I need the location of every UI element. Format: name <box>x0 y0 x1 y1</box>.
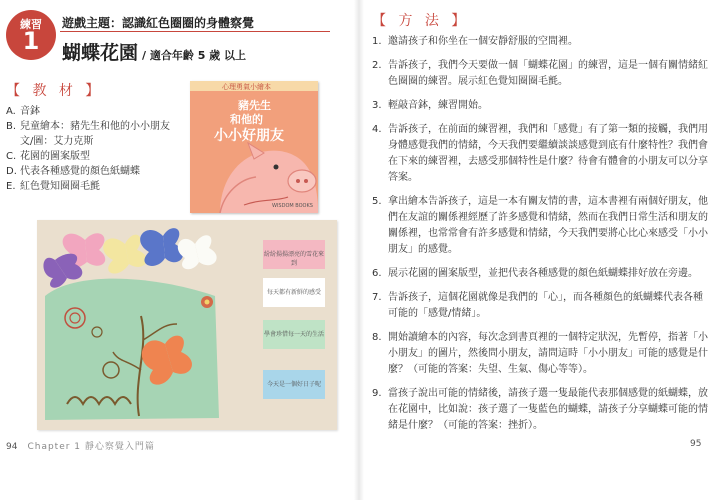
feeling-card <box>263 320 325 349</box>
feeling-card <box>263 278 325 307</box>
item-letter: C. <box>6 151 17 162</box>
card-text: 紛紛揚揚漂亮的雪花來到 <box>263 251 324 267</box>
materials-item <box>6 149 184 164</box>
step-text: 拿出繪本告訴孩子，這是一本有關友情的書，這本書裡有兩個好朋友，他們在友誼的關係裡經歷了許多感覺和情緒，然而在我們日常生活和朋友的關係裡，也常常會有許多感覺和情緒，今天我們要將心比心來感受「小小朋友」的感覺。 <box>388 196 708 255</box>
item-text: 花園的圖案版型 <box>20 151 90 162</box>
materials-item <box>6 164 184 179</box>
feeling-card <box>263 240 325 269</box>
book-title-line: 豬先生 <box>238 99 271 112</box>
method-step <box>372 266 708 282</box>
butterfly-yellow <box>103 235 146 274</box>
step-number: 5. <box>372 196 382 207</box>
materials-item <box>6 119 184 149</box>
step-number: 4. <box>372 124 382 135</box>
card-text: 學會珍惜每一天的生活 <box>263 331 324 338</box>
method-step <box>372 194 708 258</box>
method-step <box>372 58 708 90</box>
exercise-badge <box>6 10 56 60</box>
item-letter: B. <box>6 121 17 132</box>
step-number: 9. <box>372 388 382 399</box>
card-text: 今天是一個好日子呢 <box>266 381 321 388</box>
item-text: 紅色覺知圈圈毛氈 <box>20 181 100 192</box>
step-number: 3. <box>372 100 382 111</box>
step-text: 告訴孩子，我們今天要做一個「蝴蝶花園」的練習，這是一個有關情緒紅色圈圈的練習。展示紅色覺知圈圈毛氈。 <box>388 60 708 87</box>
step-text: 輕敲音鉢，練習開始。 <box>388 100 488 111</box>
book-cover-image <box>190 81 318 213</box>
activity-title-row <box>62 38 246 65</box>
book-title-line: 和他的 <box>230 113 263 126</box>
method-step <box>372 386 708 434</box>
publisher-mark: WISDOM BOOKS <box>272 203 313 209</box>
method-step <box>372 34 708 50</box>
step-text: 當孩子說出可能的情緒後，請孩子選一隻最能代表那個感覺的紙蝴蝶，放在花園中，比如說：孩子選了一隻藍色的蝴蝶，請孩子分享蝴蝶可能的情緒是什麼？（可能的答案：挫折）。 <box>388 388 708 431</box>
activity-title: 蝴蝶花園 <box>62 42 139 64</box>
method-step <box>372 98 708 114</box>
materials-item <box>6 179 184 194</box>
badge-number: 1 <box>22 27 40 55</box>
method-heading: 【 方 法 】 <box>372 13 470 29</box>
left-page-number: 94 <box>6 442 18 452</box>
item-letter: A. <box>6 106 16 117</box>
chapter-title: Chapter 1 靜心察覺入門篇 <box>27 442 155 452</box>
activity-age: / 適合年齡 5 歲 以上 <box>142 49 247 62</box>
method-step <box>372 122 708 186</box>
butterfly-white <box>178 235 217 269</box>
step-number: 2. <box>372 60 382 71</box>
method-steps <box>372 34 708 442</box>
step-text: 告訴孩子，在前面的練習裡，我們和「感覺」有了第一類的接觸，我們用身體感覺我們的情緒，今天我們要繼續談談感覺到底有什麼特性？我們會在下來的練習裡，去感受那個特性是什麼？待會有體會的小朋友可以分享答案。 <box>388 124 708 183</box>
item-text: 代表各種感覺的顏色紙蝴蝶 <box>20 166 140 177</box>
badge-label: 練習 <box>20 18 42 31</box>
item-letter: D. <box>6 166 17 177</box>
method-step <box>372 290 708 322</box>
step-number: 7. <box>372 292 382 303</box>
item-text: 音鉢 <box>20 106 40 117</box>
feeling-card <box>263 370 325 399</box>
butterfly-blue <box>140 228 183 266</box>
theme-divider <box>60 31 330 32</box>
garden-photo <box>37 220 337 430</box>
method-step <box>372 330 708 378</box>
left-footer <box>6 439 155 452</box>
card-text: 每天都有新鮮的感受 <box>266 289 321 296</box>
materials-list <box>6 104 184 194</box>
materials-heading: 【 教 材 】 <box>6 83 104 99</box>
item-letter: E. <box>6 181 16 192</box>
step-text: 邀請孩子和你坐在一個安靜舒服的空間裡。 <box>388 36 578 47</box>
game-theme: 遊戲主題：認識紅色圈圈的身體察覺 <box>62 16 255 30</box>
right-page-number: 95 <box>690 439 702 449</box>
step-number: 8. <box>372 332 382 343</box>
step-text: 展示花園的圖案版型，並把代表各種感覺的顏色紙蝴蝶排好放在旁邊。 <box>388 268 698 279</box>
step-text: 告訴孩子，這個花園就像是我們的「心」，而各種顏色的紙蝴蝶代表各種可能的「感覺/情緒」。 <box>388 292 703 319</box>
series-name: 心理勇氣小繪本 <box>222 83 271 91</box>
item-text: 兒童繪本：豬先生和他的小小朋友 文/圖：艾力克斯 <box>20 121 170 147</box>
materials-item <box>6 104 184 119</box>
step-text: 開始讀繪本的內容，每次念到書頁裡的一個特定狀況，先暫停，指著「小小朋友」的圖片，然後問小朋友，請問這時「小小朋友」可能的感覺是什麼？（可能的答案：失望、生氣、傷心等等）。 <box>388 332 708 375</box>
step-number: 6. <box>372 268 382 279</box>
step-number: 1. <box>372 36 382 47</box>
page-gutter <box>354 0 364 500</box>
book-title-line: 小小好朋友 <box>214 128 284 144</box>
